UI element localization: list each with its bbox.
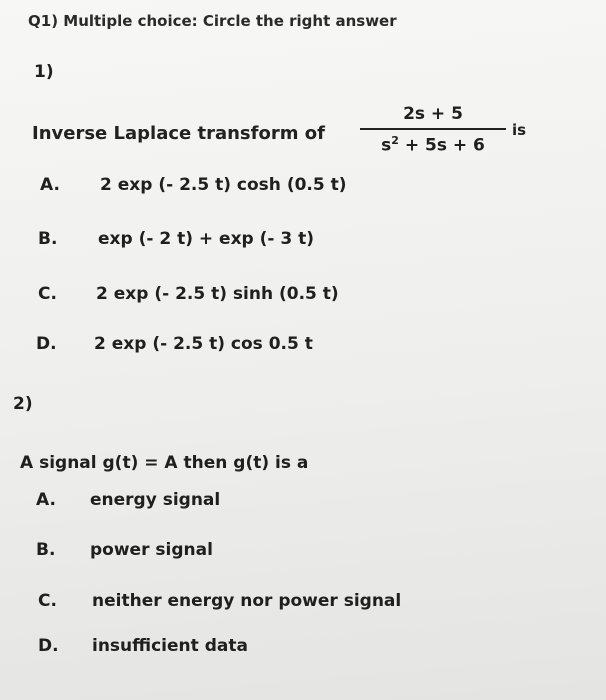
question-2-number: 2) (13, 394, 33, 414)
option-text: insufficient data (92, 636, 248, 656)
option-text: 2 exp (- 2.5 t) sinh (0.5 t) (96, 284, 339, 304)
option-label: D. (36, 334, 57, 354)
option-label: C. (38, 591, 57, 611)
option-label: B. (38, 229, 58, 249)
option-label: B. (36, 540, 56, 560)
page-title: Q1) Multiple choice: Circle the right answer (28, 12, 397, 30)
laplace-fraction (360, 104, 506, 156)
option-label: C. (38, 284, 57, 304)
question-2-text: A signal g(t) = A then g(t) is a (20, 453, 309, 473)
option-text: 2 exp (- 2.5 t) cosh (0.5 t) (100, 175, 347, 195)
option-label: A. (36, 490, 56, 510)
option-label: A. (40, 175, 60, 195)
question-1-text: Inverse Laplace transform of (32, 123, 325, 144)
option-text: power signal (90, 540, 213, 560)
option-text: energy signal (90, 490, 221, 510)
question-1-number: 1) (34, 62, 54, 82)
option-text: 2 exp (- 2.5 t) cos 0.5 t (94, 334, 313, 354)
question-1-suffix: is (512, 121, 527, 139)
fraction-bar (360, 128, 506, 130)
option-label: D. (38, 636, 59, 656)
fraction-numerator: 2s + 5 (403, 104, 463, 124)
fraction-denominator: $s^2 + 5s + 6$ (381, 134, 485, 156)
option-text: neither energy nor power signal (92, 591, 402, 611)
option-text: exp (- 2 t) + exp (- 3 t) (98, 229, 315, 249)
